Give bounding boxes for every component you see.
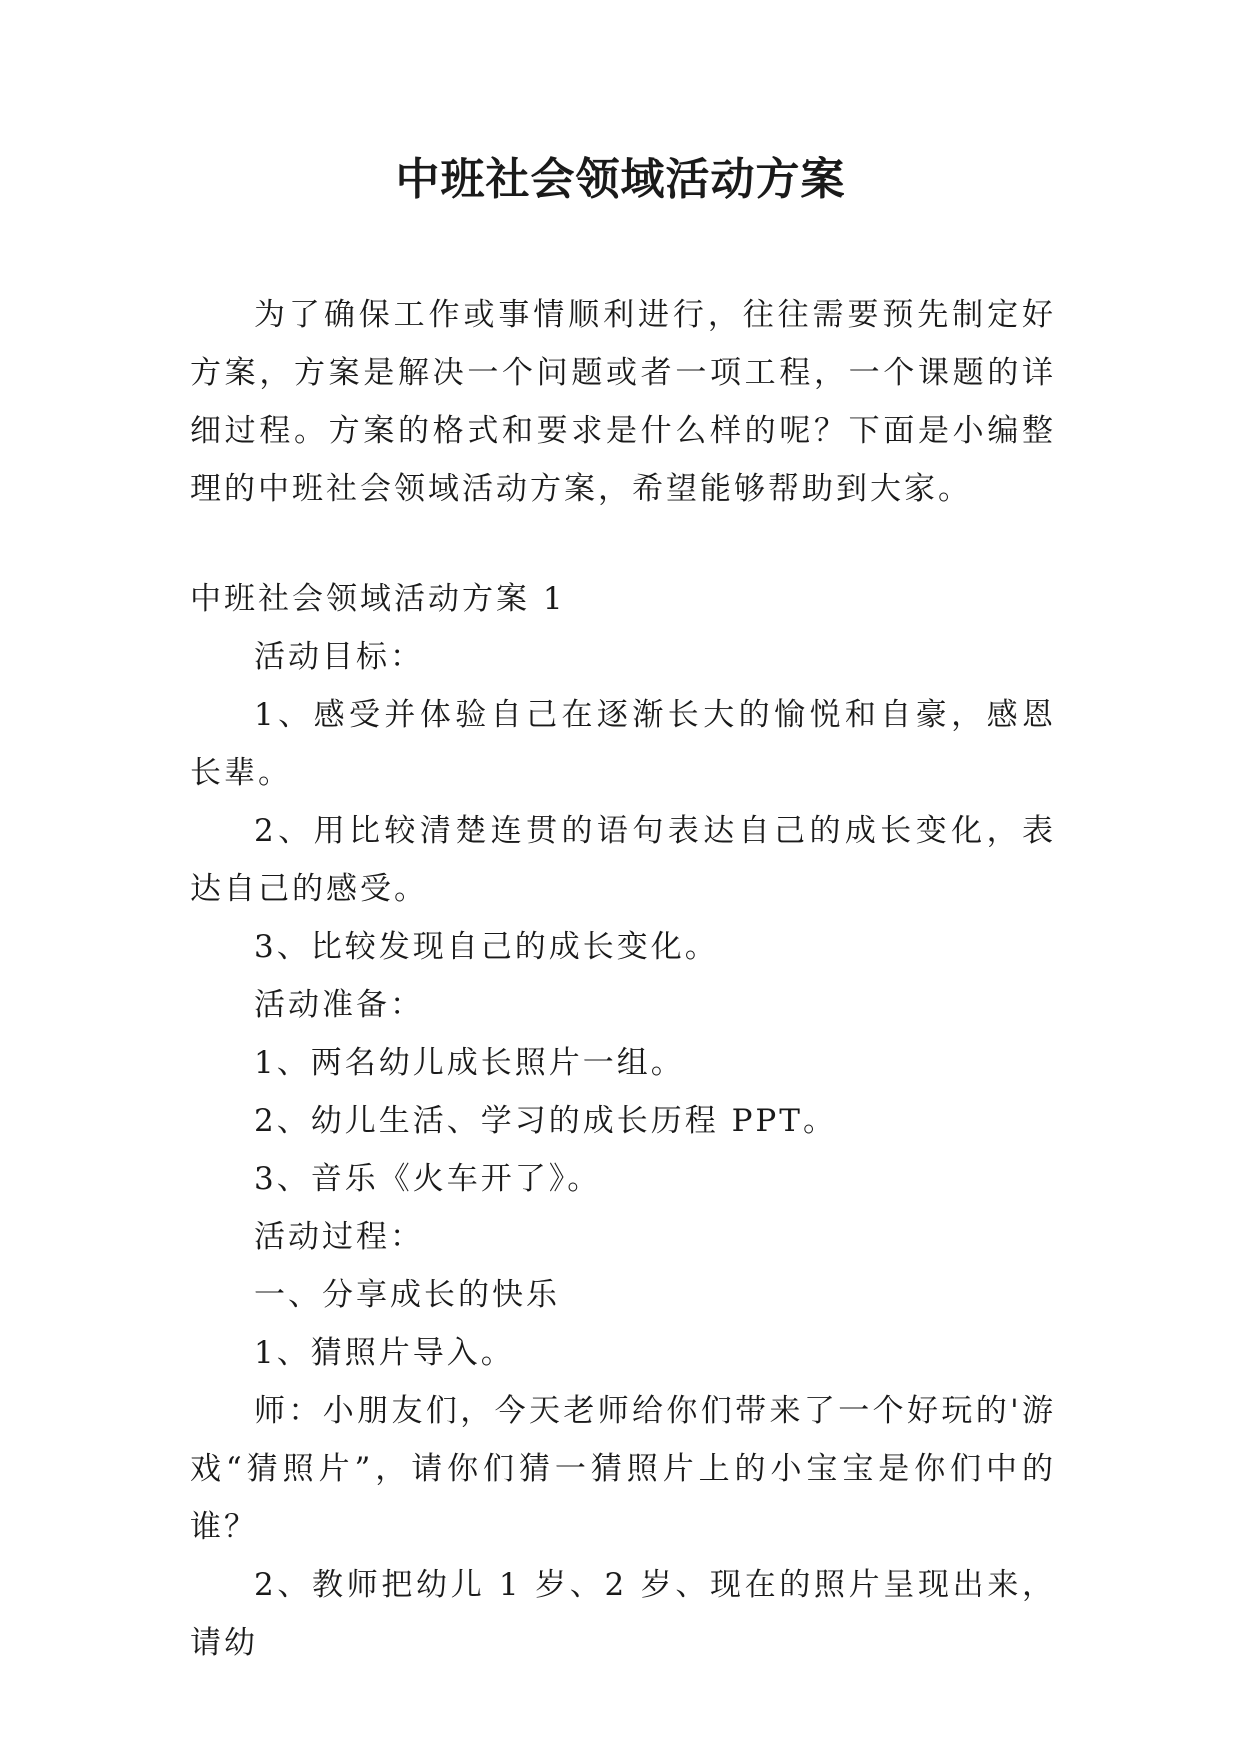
teacher-dialogue: 师：小朋友们，今天老师给你们带来了一个好玩的'游戏“猜照片”，请你们猜一猜照片上的小宝宝是你们中的谁？ (190, 1393, 1056, 1545)
process-heading: 活动过程： (254, 1219, 424, 1255)
prep-item: 3、音乐《火车开了》。 (254, 1161, 602, 1197)
section-heading: 中班社会领域活动方案 1 (190, 581, 566, 617)
goal-item: 1、感受并体验自己在逐渐长大的愉悦和自豪，感恩长辈。 (190, 697, 1056, 791)
prep-heading: 活动准备： (254, 987, 424, 1023)
process-step: 2、教师把幼儿 1 岁、2 岁、现在的照片呈现出来，请幼 (190, 1567, 1056, 1661)
prep-item: 2、幼儿生活、学习的成长历程 PPT。 (254, 1103, 837, 1139)
goal-item: 3、比较发现自己的成长变化。 (254, 929, 719, 965)
intro-paragraph: 为了确保工作或事情顺利进行，往往需要预先制定好方案，方案是解决一个问题或者一项工程，一个课题的详细过程。方案的格式和要求是什么样的呢？下面是小编整理的中班社会领域活动方案，希望能够帮助到大家。 (190, 297, 1056, 507)
goals-heading: 活动目标： (254, 639, 424, 675)
prep-item: 1、两名幼儿成长照片一组。 (254, 1045, 685, 1081)
goal-item: 2、用比较清楚连贯的语句表达自己的成长变化，表达自己的感受。 (190, 813, 1056, 907)
document-body (190, 286, 1056, 1672)
document-title: 中班社会领域活动方案 (395, 154, 846, 205)
process-step: 1、猜照片导入。 (254, 1335, 515, 1371)
process-part-heading: 一、分享成长的快乐 (254, 1277, 560, 1313)
